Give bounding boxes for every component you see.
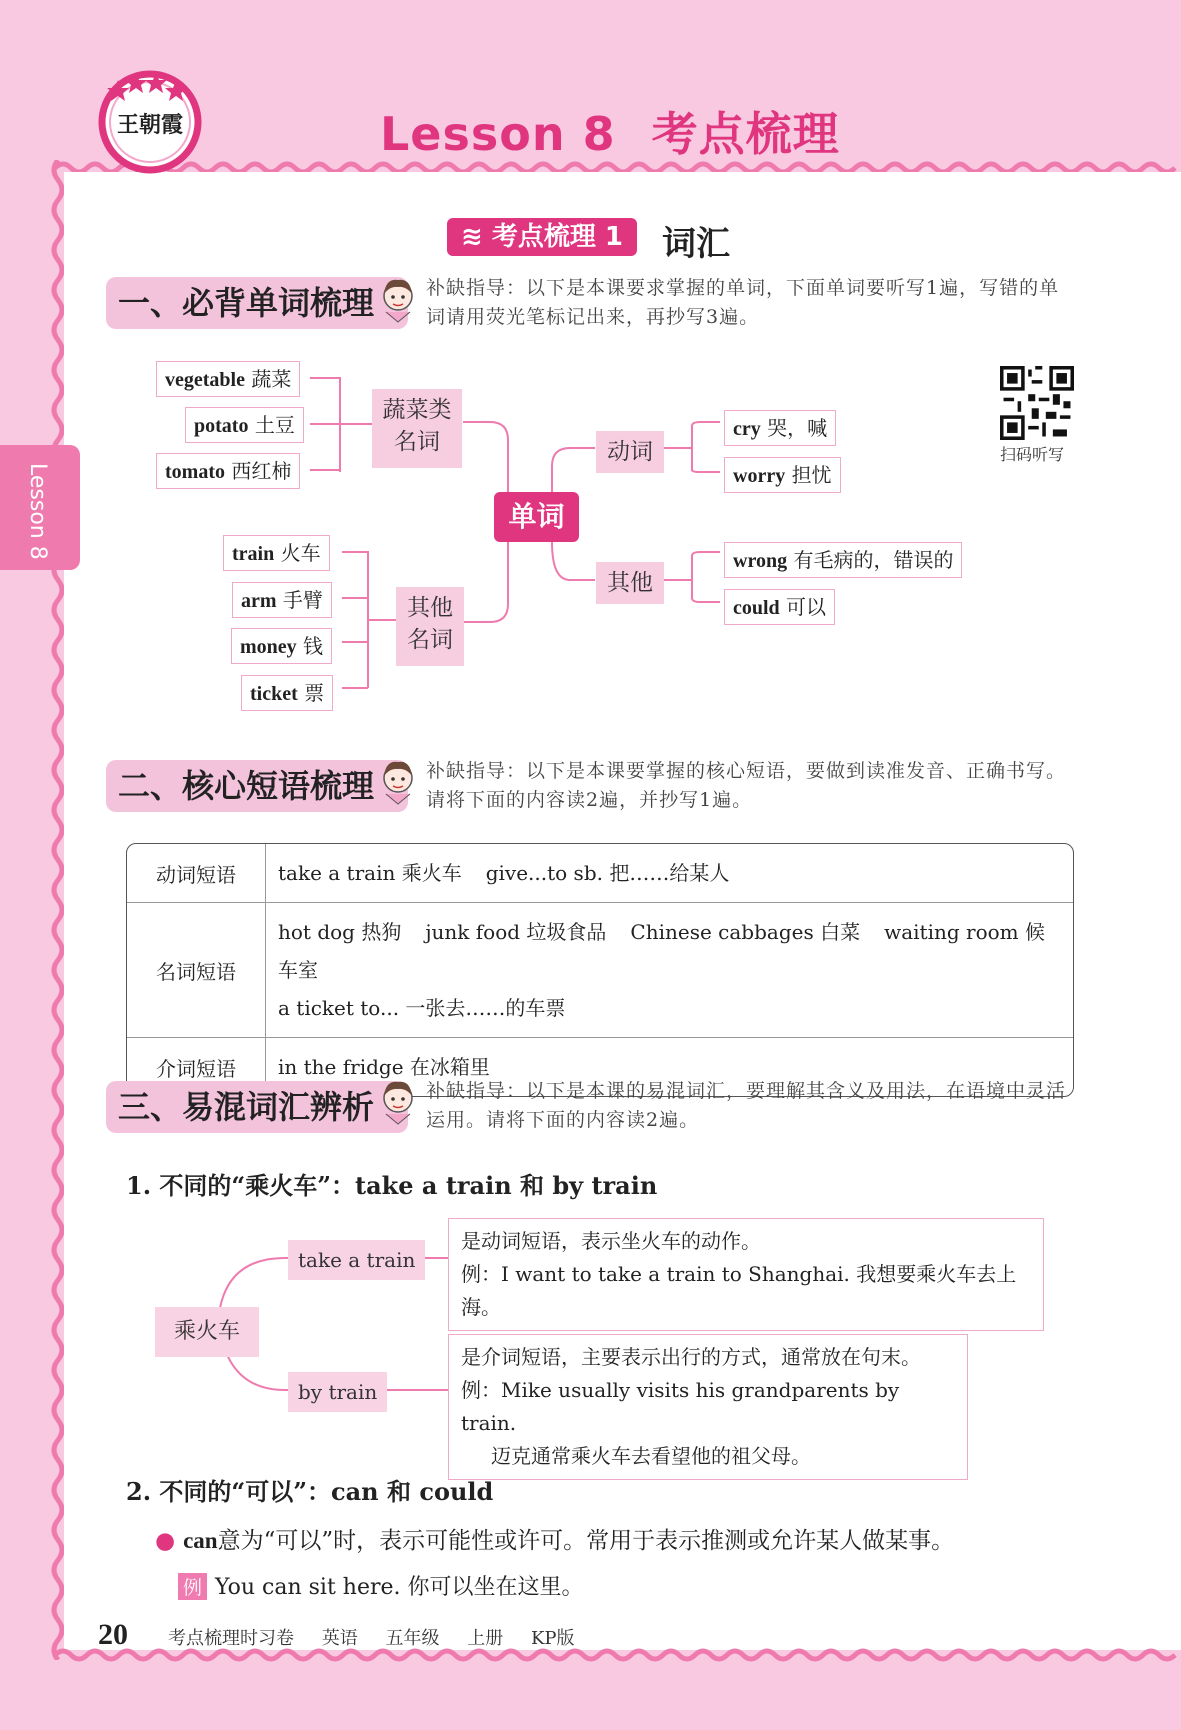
question-1-title: 1. 不同的“乘火车”：take a train 和 by train — [126, 1171, 658, 1200]
word-box-could: could 可以 — [724, 589, 835, 625]
table-row — [127, 844, 1073, 903]
girl-face-icon — [376, 1078, 420, 1126]
table-row — [127, 903, 1073, 1038]
explanation-take-a-train: 是动词短语，表示坐火车的动作。 例：I want to take a train to Shanghai. 我想要乘火车去上海。 — [448, 1218, 1044, 1331]
qr-label: 扫码听写 — [1000, 445, 1065, 464]
section-title-3: 三、易混词汇辨析 — [106, 1081, 408, 1133]
word-box-cry: cry 哭，喊 — [724, 410, 836, 446]
word-box-potato: potato 土豆 — [185, 407, 304, 443]
node-by-train: by train — [288, 1372, 387, 1412]
word-box-train: train 火车 — [223, 535, 330, 571]
node-take-a-train: take a train — [288, 1240, 425, 1280]
category-other-nouns: 其他名词 — [396, 587, 464, 666]
row-content: take a train 乘火车 give...to sb. 把……给某人 — [266, 844, 1073, 903]
center-node-words: 单词 — [494, 492, 579, 542]
side-tab-label: Lesson 8 — [25, 463, 50, 560]
can-bullet: ● can意为“可以”时，表示可能性或许可。常用于表示推测或允许某人做某事。 — [155, 1528, 955, 1554]
word-box-vegetable: vegetable 蔬菜 — [156, 361, 300, 397]
girl-face-icon — [376, 758, 420, 806]
word-box-ticket: ticket 票 — [241, 675, 333, 711]
category-vegetable-nouns: 蔬菜类名词 — [372, 389, 462, 468]
section-title-2: 二、核心短语梳理 — [106, 760, 408, 812]
section-heading-text: 词汇 — [662, 224, 730, 264]
bullet-dot-icon: ● — [155, 1528, 176, 1554]
badge-label: 考点梳理 1 — [491, 222, 624, 252]
girl-face-icon — [376, 276, 420, 324]
guide-text-3: 补缺指导：以下是本课的易混词汇，要理解其含义及用法，在语境中灵活运用。请将下面的内容读2遍。 — [426, 1080, 1067, 1131]
row-head-verb-phrases: 动词短语 — [127, 844, 266, 903]
row-content: hot dog 热狗 junk food 垃圾食品 Chinese cabbages 白菜 waiting room 候车室 a ticket to... 一张去……的车票 — [266, 903, 1073, 1038]
word-box-worry: worry 担忧 — [724, 457, 841, 493]
row-content: in the fridge 在冰箱里 — [278, 1055, 490, 1079]
word-box-tomato: tomato 西红柿 — [156, 453, 300, 489]
word-box-wrong: wrong 有毛病的，错误的 — [724, 542, 962, 578]
word-box-arm: arm 手臂 — [232, 582, 332, 618]
wave-lines-icon: ≋ — [461, 222, 483, 252]
guide-text-1: 补缺指导：以下是本课要求掌握的单词，下面单词要听写1遍，写错的单词请用荧光笔标记出来，再抄写3遍。 — [426, 277, 1060, 328]
title-topic: 考点梳理 — [651, 107, 840, 161]
side-lesson-tab — [0, 445, 80, 570]
category-verbs: 动词 — [596, 431, 664, 473]
title-lesson: Lesson 8 — [380, 107, 616, 161]
row-head-prep-phrases: 介词短语 — [127, 1038, 266, 1096]
page-title — [380, 98, 840, 164]
phrase-table — [126, 843, 1074, 1097]
row-head-noun-phrases: 名词短语 — [127, 903, 266, 1038]
section-badge — [447, 218, 637, 256]
section-title-1: 一、必背单词梳理 — [106, 277, 408, 329]
example-tag: 例 — [178, 1573, 207, 1600]
footer-book-info: 考点梳理时习卷 英语 五年级 上册 KP版 — [168, 1628, 575, 1649]
explanation-by-train: 是介词短语，主要表示出行的方式，通常放在句末。 例：Mike usually visits his grandparents by train. 迈克通常乘火车去看望他的祖父母。 — [448, 1334, 968, 1480]
brand-logo — [96, 66, 204, 174]
qr-code-icon[interactable] — [1000, 366, 1074, 440]
can-example: 例 You can sit here. 你可以坐在这里。 — [178, 1570, 584, 1601]
guide-text-2: 补缺指导：以下是本课要掌握的核心短语，要做到读准发音、正确书写。请将下面的内容读2遍，并抄写1遍。 — [426, 760, 1067, 811]
word-box-money: money 钱 — [231, 628, 332, 664]
node-take-train-cn: 乘火车 — [155, 1307, 259, 1357]
question-2-title: 2. 不同的“可以”：can 和 could — [126, 1477, 494, 1506]
category-others: 其他 — [596, 562, 664, 604]
logo-text: 王朝霞 — [116, 113, 184, 138]
page-number: 20 — [98, 1618, 128, 1651]
